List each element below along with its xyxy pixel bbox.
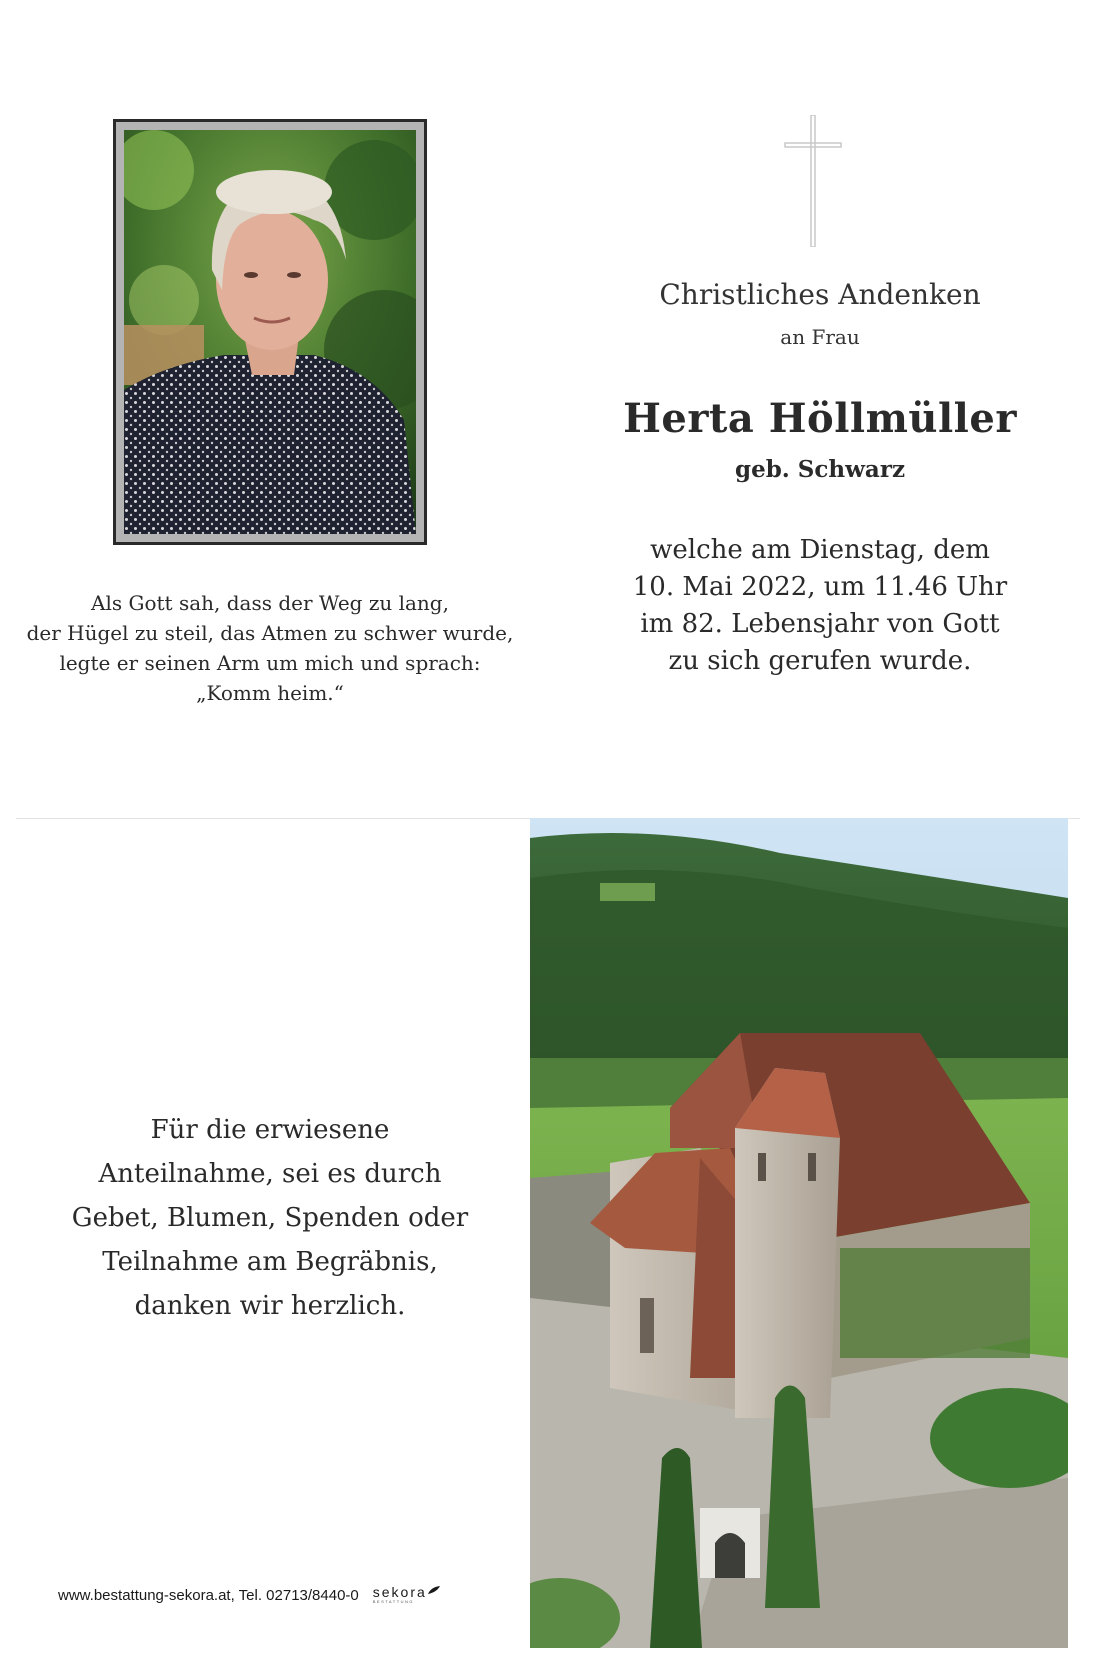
announcement-line: welche am Dienstag, dem xyxy=(650,535,990,565)
church-photo xyxy=(530,818,1068,1648)
thanks-line: Für die erwiesene xyxy=(150,1115,390,1145)
announcement-line: im 82. Lebensjahr von Gott xyxy=(640,609,1000,639)
quote-line: der Hügel zu steil, das Atmen zu schwer wurde, xyxy=(26,621,514,645)
thanks-line: danken wir herzlich. xyxy=(134,1291,406,1321)
thanks-line: Teilnahme am Begräbnis, xyxy=(102,1247,438,1277)
memorial-quote xyxy=(20,588,520,708)
thanks-text xyxy=(30,1108,510,1328)
maiden-name: geb. Schwarz xyxy=(734,456,906,483)
funeral-home-logo xyxy=(373,1585,441,1605)
announcement-line: 10. Mai 2022, um 11.46 Uhr xyxy=(632,572,1008,602)
logo-subtext: BESTATTUNG xyxy=(372,1599,415,1604)
thanks-line: Gebet, Blumen, Spenden oder xyxy=(71,1203,469,1233)
funeral-home-footer xyxy=(58,1583,441,1607)
cross-icon xyxy=(783,115,843,247)
quote-line: legte er seinen Arm um mich und sprach: xyxy=(59,651,481,675)
deceased-name: Herta Höllmüller xyxy=(623,395,1017,442)
memorial-heading: Christliches Andenken xyxy=(659,278,981,311)
thanks-line: Anteilnahme, sei es durch xyxy=(98,1159,442,1189)
quote-line: „Komm heim.“ xyxy=(196,681,344,705)
portrait-photo xyxy=(124,130,416,534)
announcement-line: zu sich gerufen wurde. xyxy=(668,646,972,676)
death-announcement xyxy=(600,532,1040,680)
quote-line: Als Gott sah, dass der Weg zu lang, xyxy=(91,591,449,615)
memorial-subheading: an Frau xyxy=(780,325,860,349)
portrait-frame xyxy=(113,119,427,545)
logo-text: sekora xyxy=(372,1584,427,1600)
portrait-mat xyxy=(116,122,424,542)
leaf-icon xyxy=(427,1585,441,1595)
contact-info: www.bestattung-sekora.at, Tel. 02713/8440-0 xyxy=(58,1586,359,1604)
